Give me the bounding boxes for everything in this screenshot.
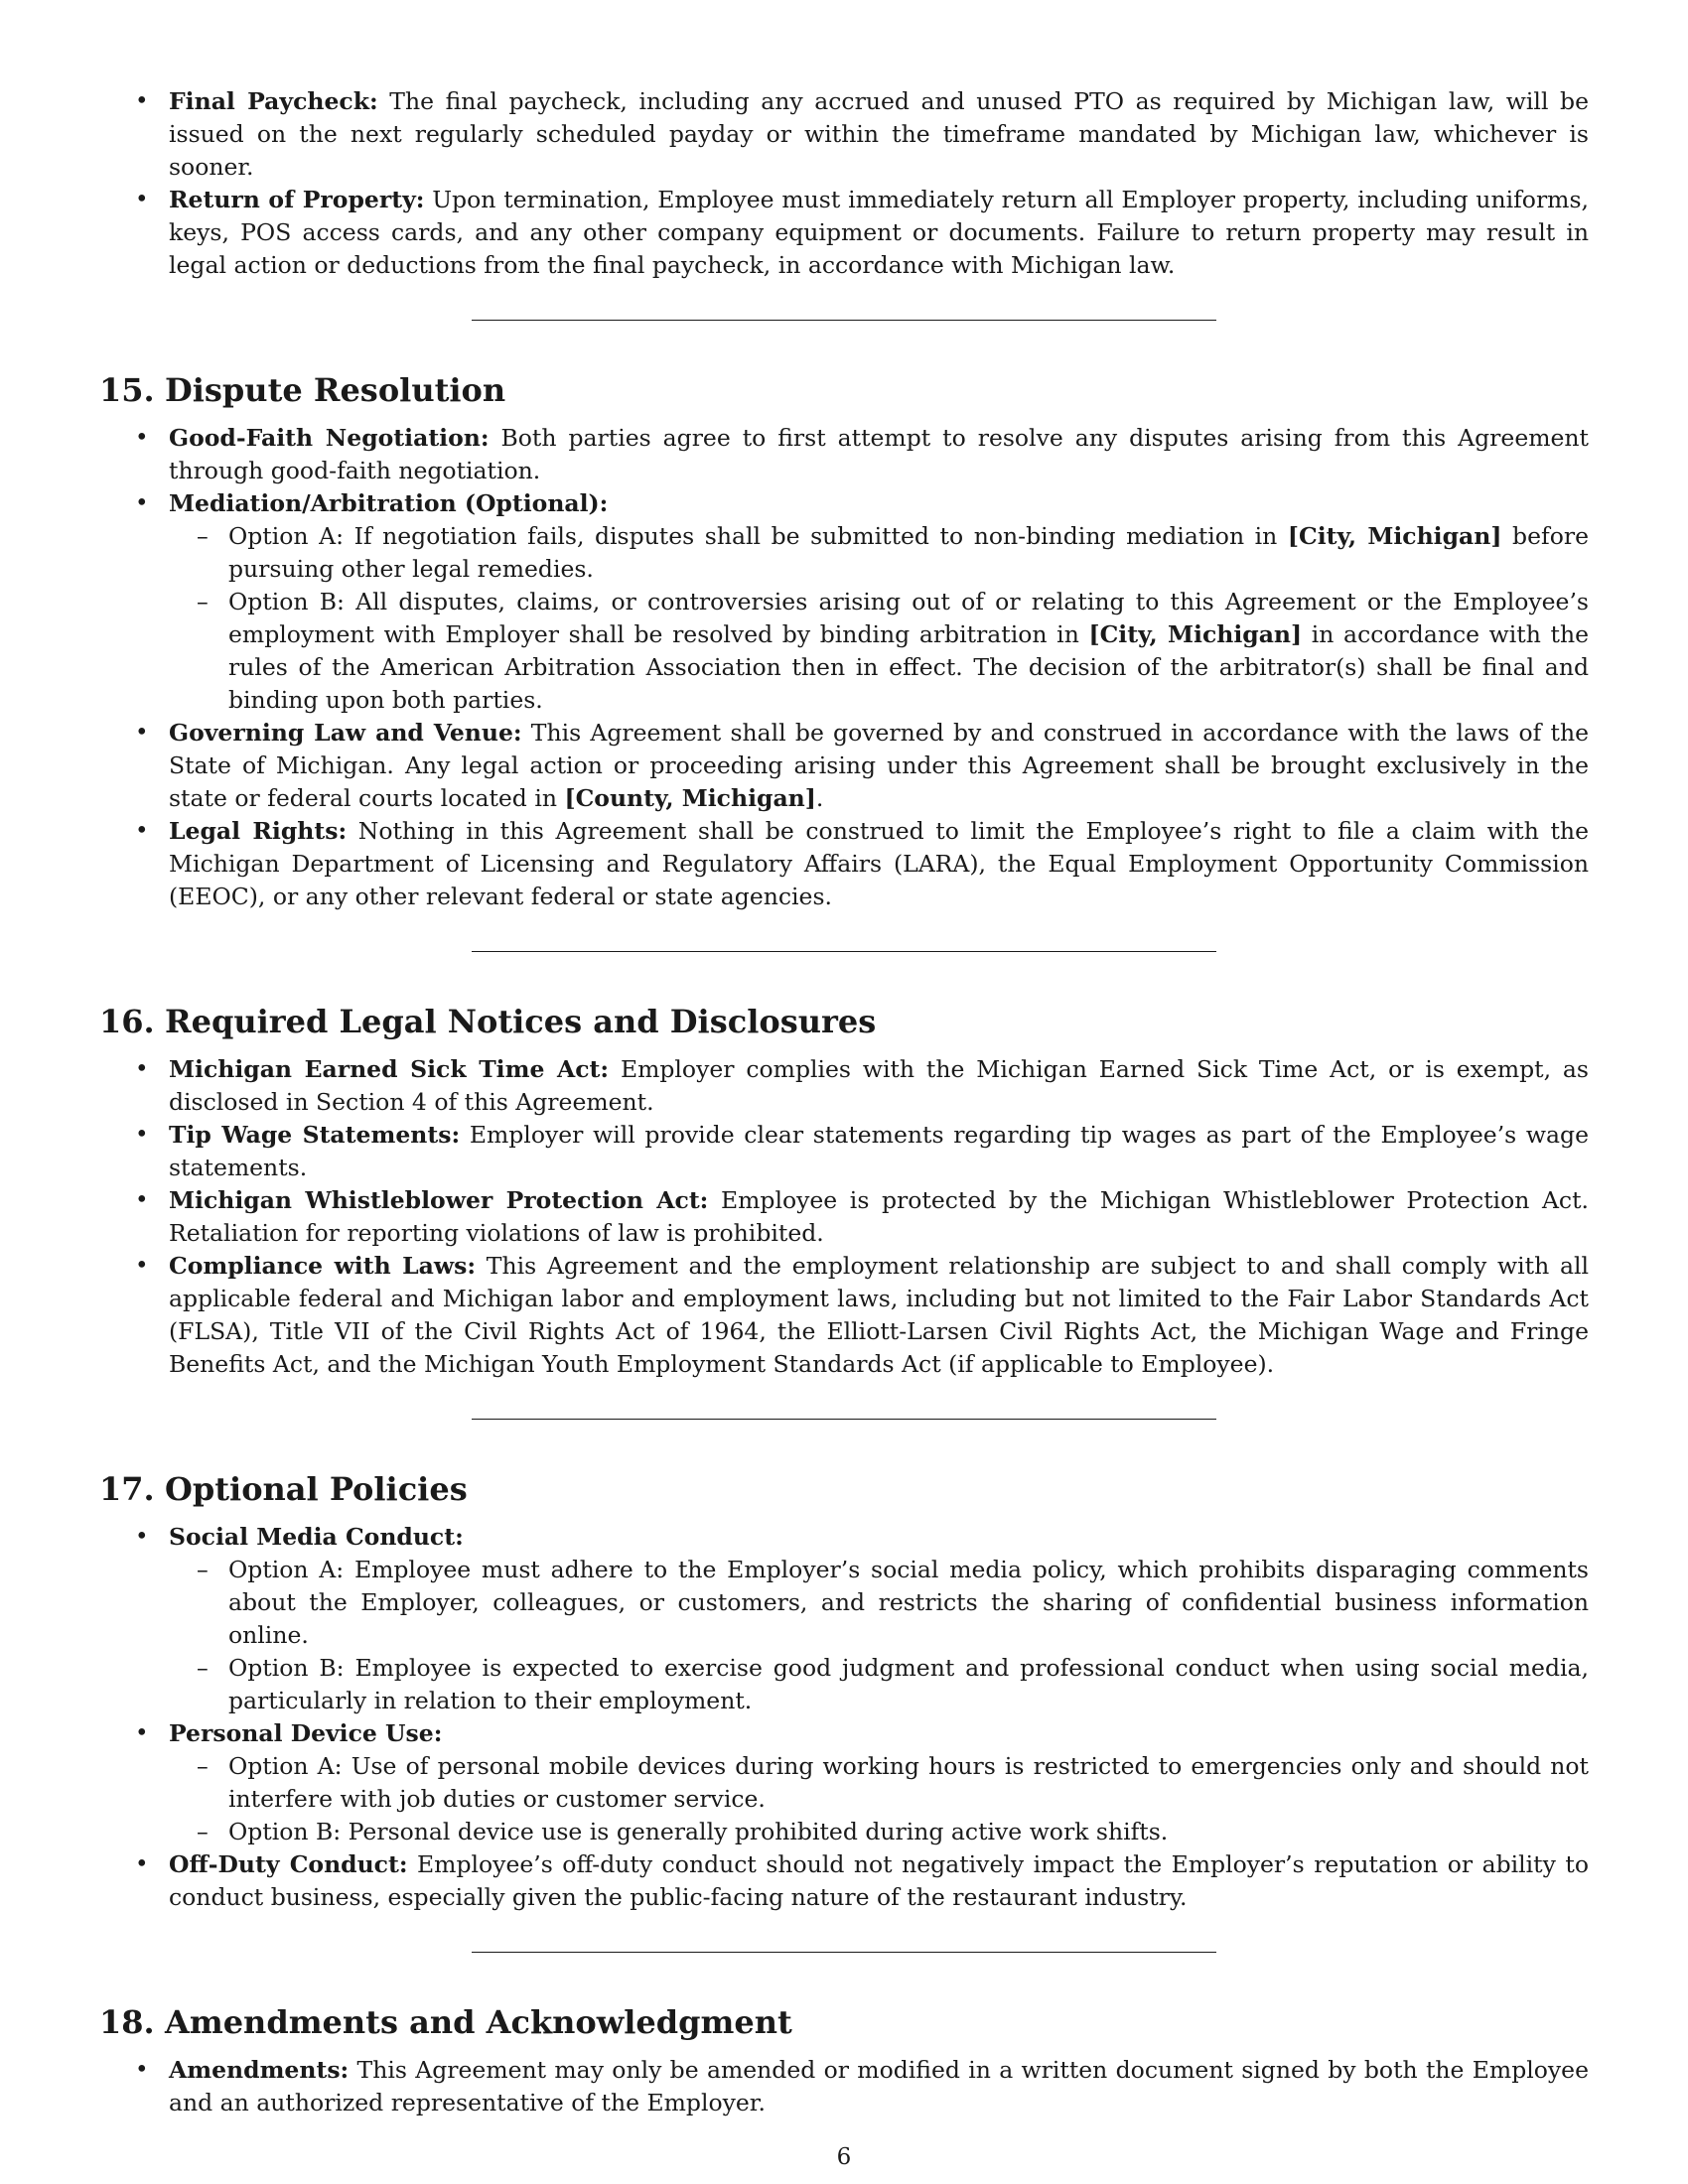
option-text: Option B: All disputes, claims, or controversies arising out of or relating to this Agreement or the Employee’s employment with Employer shall be resolved by binding arbitration in <box>228 588 1589 648</box>
item-term: Compliance with Laws: <box>169 1252 477 1280</box>
document-page <box>99 85 1589 2119</box>
item-term: Michigan Whistleblower Protection Act: <box>169 1186 709 1214</box>
item-text: The final paycheck, including any accrued and unused PTO as required by Michigan law, will be issued on the next regularly scheduled payday or within the timeframe mandated by Michigan law, whichever is sooner. <box>169 87 1589 181</box>
section-title: Optional Policies <box>165 1470 468 1508</box>
item-term: Return of Property: <box>169 186 425 213</box>
item-term: Amendments: <box>169 2056 350 2084</box>
item-term: Legal Rights: <box>169 817 348 845</box>
item-term: Personal Device Use: <box>169 1719 443 1747</box>
item-text: Both parties agree to first attempt to resolve any disputes arising from this Agreement through good-faith negotiation. <box>169 424 1590 484</box>
item-term: Good-Faith Negotiation: <box>169 424 490 452</box>
item-term: Mediation/Arbitration (Optional): <box>169 489 609 517</box>
section-heading-16 <box>99 1002 1589 1041</box>
placeholder-text: [City, Michigan] <box>1088 620 1303 648</box>
item-text: Upon termination, Employee must immediately return all Employer property, including uniforms, keys, POS access cards, and any other company equipment or documents. Failure to return property may result in legal action or deductions from the final paycheck, in accordance with Michigan law. <box>169 186 1589 279</box>
list-item <box>99 1521 1589 1717</box>
page-number: 6 <box>836 2144 852 2170</box>
item-term: Social Media Conduct: <box>169 1523 464 1551</box>
list-item <box>99 717 1589 815</box>
section-title: Required Legal Notices and Disclosures <box>165 1003 877 1040</box>
section-title: Dispute Resolution <box>165 371 506 409</box>
section-title: Amendments and Acknowledgment <box>165 2003 792 2041</box>
option-item <box>169 520 1589 586</box>
option-list <box>169 1554 1589 1717</box>
item-text: This Agreement and the employment relationship are subject to and shall comply with all applicable federal and Michigan labor and employment laws, including but not limited to the Fair Labor Standards Act (FLSA), Title VII of the Civil Rights Act of 1964, the Elliott-Larsen Civil Rights Act, the Michigan Wage and Fringe Benefits Act, and the Michigan Youth Employment Standards Act (if applicable to Employee). <box>169 1252 1590 1378</box>
item-term: Governing Law and Venue: <box>169 719 522 747</box>
list-item <box>99 1053 1589 1119</box>
list-item <box>99 1250 1589 1381</box>
option-item <box>169 586 1589 717</box>
document-content <box>99 85 1589 2119</box>
dispute-list <box>99 422 1589 913</box>
item-term: Tip Wage Statements: <box>169 1121 461 1149</box>
item-text: . <box>815 784 824 812</box>
policies-list <box>99 1521 1589 1914</box>
item-term: Michigan Earned Sick Time Act: <box>169 1055 610 1083</box>
list-item <box>99 422 1589 487</box>
section-number: 16. <box>99 1003 155 1040</box>
option-list <box>169 1750 1589 1848</box>
item-term: Off-Duty Conduct: <box>169 1850 408 1878</box>
item-term: Final Paycheck: <box>169 87 378 115</box>
section-divider <box>472 1419 1216 1420</box>
list-item <box>99 1848 1589 1914</box>
termination-list <box>99 85 1589 282</box>
list-item <box>99 1119 1589 1184</box>
list-item <box>99 815 1589 913</box>
option-text: Option A: If negotiation fails, disputes shall be submitted to non-binding mediation in <box>228 522 1288 550</box>
option-text: in accordance with the rules of the American Arbitration Association then in effect. The decision of the arbitrator(s) shall be final and binding upon both parties. <box>228 620 1589 714</box>
list-item <box>99 184 1589 282</box>
section-divider <box>472 1952 1216 1953</box>
option-text: before pursuing other legal remedies. <box>228 522 1589 583</box>
item-text: Employee is protected by the Michigan Whistleblower Protection Act. Retaliation for reporting violations of law is prohibited. <box>169 1186 1589 1247</box>
item-text: Employee’s off-duty conduct should not negatively impact the Employer’s reputation or ability to conduct business, especially given the public-facing nature of the restaurant industry. <box>169 1850 1589 1911</box>
option-item: – Option B: Employee is expected to exercise good judgment and professional conduct when using social media, particularly in relation to their employment. <box>169 1652 1589 1717</box>
item-text: Employer complies with the Michigan Earned Sick Time Act, or is exempt, as disclosed in Section 4 of this Agreement. <box>169 1055 1589 1116</box>
section-heading-18 <box>99 2002 1589 2042</box>
section-divider <box>472 320 1216 321</box>
section-heading-15 <box>99 370 1589 410</box>
notices-list <box>99 1053 1589 1381</box>
item-text: Employer will provide clear statements regarding tip wages as part of the Employee’s wage statements. <box>169 1121 1589 1181</box>
option-item: – Option B: Personal device use is generally prohibited during active work shifts. <box>169 1816 1589 1848</box>
section-number: 15. <box>99 371 155 409</box>
item-text: This Agreement shall be governed by and construed in accordance with the laws of the State of Michigan. Any legal action or proceeding arising under this Agreement shall be brought exclusively in the state or federal courts located in <box>169 719 1590 812</box>
list-item <box>99 85 1589 184</box>
list-item <box>99 1184 1589 1250</box>
item-text: This Agreement may only be amended or modified in a written document signed by both the Employee and an authorized representative of the Employer. <box>169 2056 1589 2116</box>
section-number: 17. <box>99 1470 155 1508</box>
option-list <box>169 520 1589 717</box>
list-item <box>99 2054 1589 2119</box>
list-item <box>99 487 1589 717</box>
option-item: – Option A: Employee must adhere to the Employer’s social media policy, which prohibits disparaging comments about the Employer, colleagues, or customers, and restricts the sharing of confidential business information online. <box>169 1554 1589 1652</box>
placeholder-text: [City, Michigan] <box>1287 522 1502 550</box>
option-item: – Option A: Use of personal mobile devices during working hours is restricted to emergencies only and should not interfere with job duties or customer service. <box>169 1750 1589 1816</box>
section-number: 18. <box>99 2003 155 2041</box>
placeholder-text: [County, Michigan] <box>564 784 816 812</box>
amendments-list <box>99 2054 1589 2119</box>
section-divider <box>472 951 1216 952</box>
section-heading-17 <box>99 1469 1589 1509</box>
list-item <box>99 1717 1589 1848</box>
item-text: Nothing in this Agreement shall be construed to limit the Employee’s right to file a claim with the Michigan Department of Licensing and Regulatory Affairs (LARA), the Equal Employment Opportunity Commission (EEOC), or any other relevant federal or state agencies. <box>169 817 1589 910</box>
